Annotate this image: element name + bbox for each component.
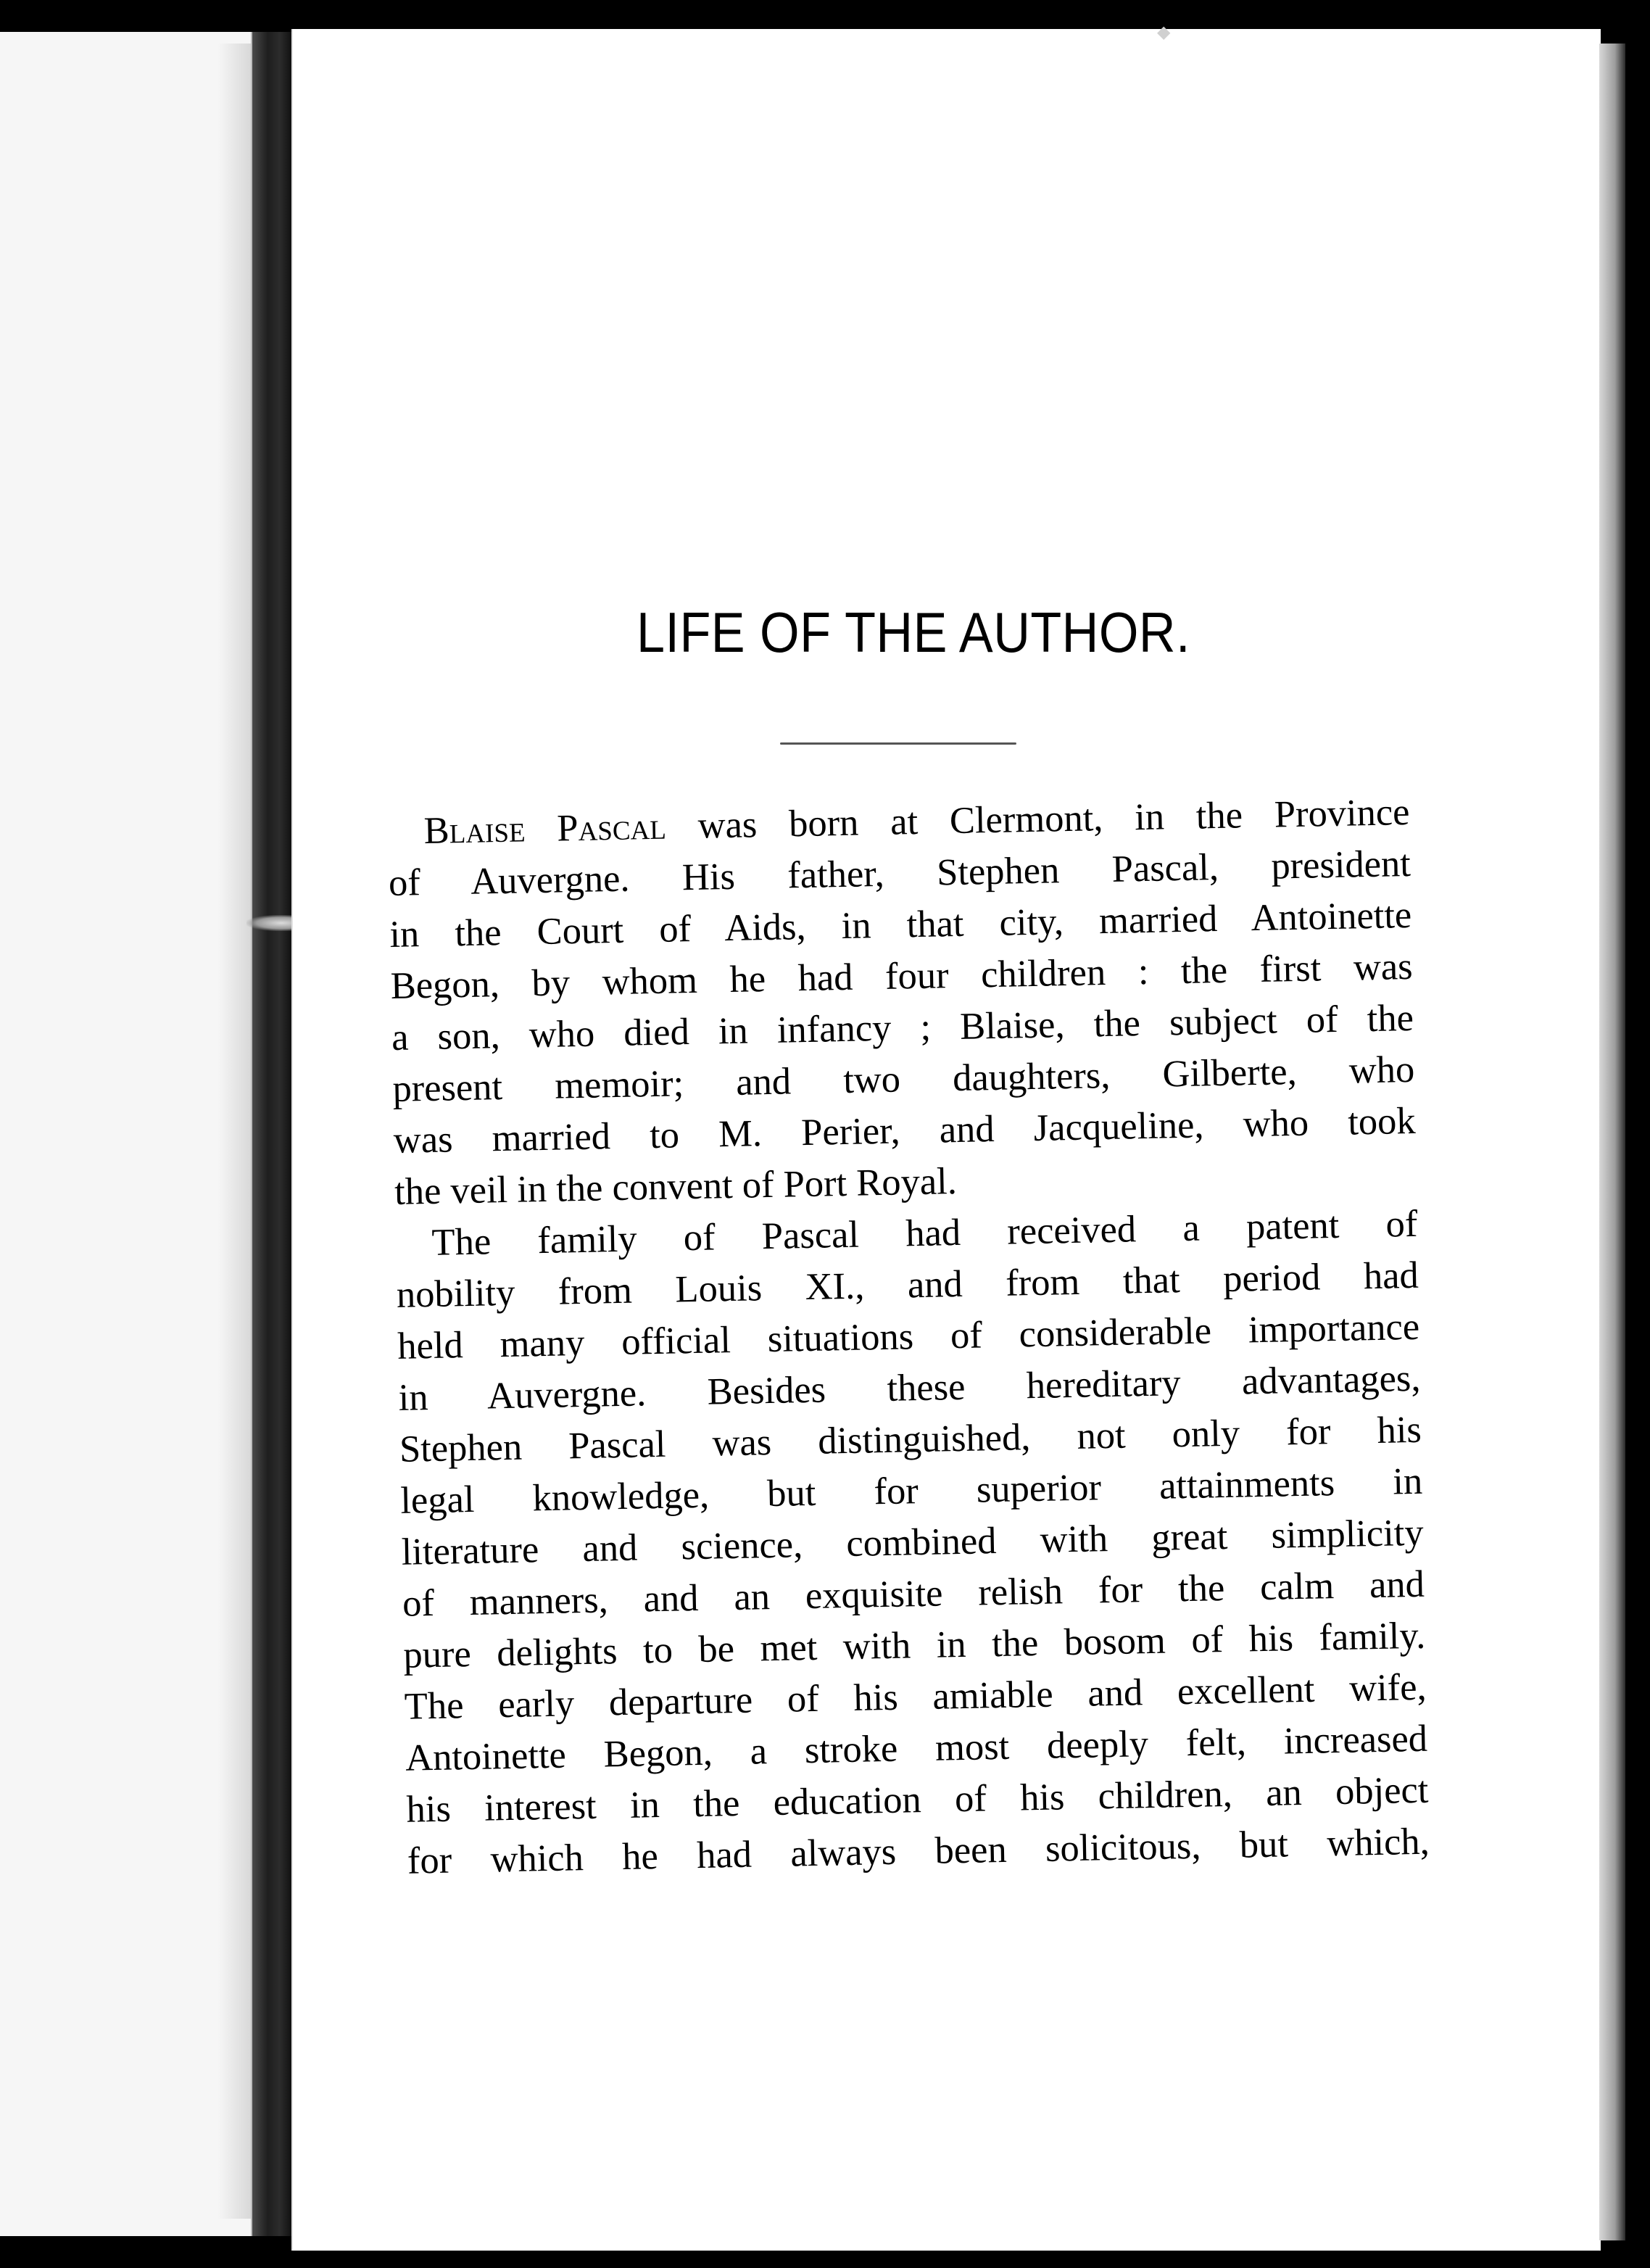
paragraph-1-line-8: the veil in the convent of Port Royal. (394, 1160, 958, 1213)
paragraph-2-line-12: his interest in the education of his children, an object (406, 1768, 1429, 1831)
paragraph-2-line-13: for which he had always been solicitous, but which, (407, 1820, 1430, 1882)
paragraph-2-line-7: literature and science, combined with great simplicity (401, 1511, 1425, 1573)
paragraph-2-line-11: Antoinette Begon, a stroke most deeply felt, increased (405, 1717, 1428, 1779)
paragraph-2-line-1: The family of Pascal had received a patent of (431, 1202, 1418, 1264)
body-text (387, 787, 1430, 1887)
left-page (0, 32, 252, 2236)
right-page-edge (1599, 44, 1625, 2240)
paragraph-1-line-1-text: was born at Clermont, in the Province (666, 790, 1410, 848)
paragraph-2-line-9: pure delights to be met with in the bosom of his family. (402, 1614, 1426, 1676)
paragraph-1-line-2: of Auvergne. His father, Stephen Pascal, president (388, 842, 1411, 904)
paragraph-1-line-5: a son, who died in infancy ; Blaise, the subject of the (391, 996, 1414, 1059)
paragraph-1-line-4: Begon, by whom he had four children : the first was (390, 945, 1414, 1007)
title-divider (780, 742, 1016, 745)
paragraph-1-line-7: was married to M. Perier, and Jacqueline, who took (393, 1099, 1417, 1162)
paragraph-2-line-3: held many official situations of considerable importance (397, 1305, 1420, 1367)
paragraph-1-line-6: present memoir; and two daughters, Gilberte, who (391, 1048, 1415, 1110)
paragraph-2-line-4: in Auvergne. Besides these hereditary advantages, (398, 1357, 1421, 1419)
paragraph-2-line-6: legal knowledge, but for superior attainments in (399, 1460, 1423, 1522)
left-page-shadow (217, 44, 251, 2219)
scan-speck-icon: ◆ (1157, 22, 1171, 42)
paragraph-2-line-5: Stephen Pascal was distinguished, not only for his (399, 1408, 1422, 1470)
lead-in-name: Blaise Pascal (423, 805, 667, 853)
paragraph-2-line-8: of manners, and an exquisite relish for the calm and (402, 1563, 1425, 1625)
book-spine (252, 32, 291, 2236)
page-title: LIFE OF THE AUTHOR. (637, 600, 1190, 664)
paragraph-2-line-2: nobility from Louis XI., and from that period had (396, 1254, 1419, 1316)
paragraph-1-line-3: in the Court of Aids, in that city, married Antoinette (389, 893, 1412, 956)
paragraph-2-line-10: The early departure of his amiable and excellent wife, (404, 1665, 1427, 1728)
